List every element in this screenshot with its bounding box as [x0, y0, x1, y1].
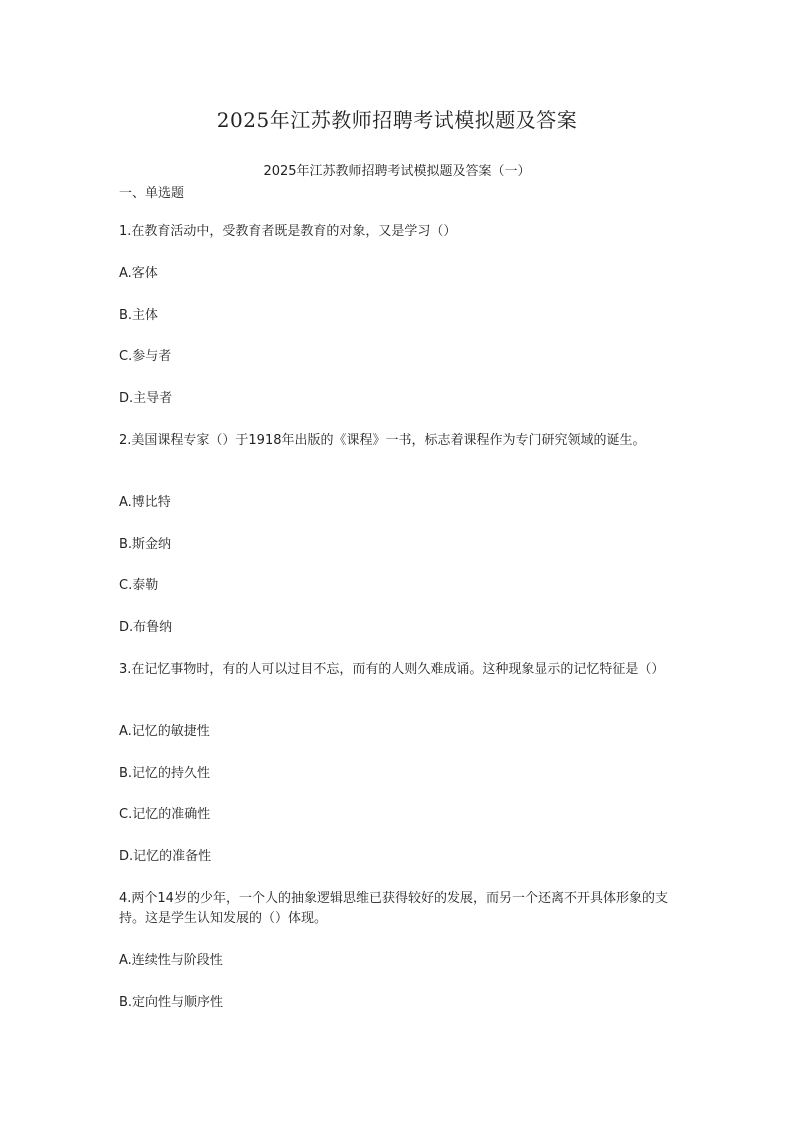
question-1-option-b: B.主体	[119, 308, 159, 323]
question-4-option-a: A.连续性与阶段性	[119, 953, 223, 968]
question-2-stem: 2.美国课程专家（）于1918年出版的《课程》一书，标志着课程作为专门研究领域的诞生。	[119, 433, 646, 448]
section-heading: 一、单选题	[119, 186, 185, 201]
question-1-stem: 1.在教育活动中，受教育者既是教育的对象，又是学习（）	[119, 224, 457, 239]
question-3-option-c: C.记忆的准确性	[119, 807, 211, 822]
question-1-option-d: D.主导者	[119, 391, 173, 406]
question-2-option-b: B.斯金纳	[119, 537, 172, 552]
document-title: 2025年江苏教师招聘考试模拟题及答案	[216, 108, 578, 132]
question-2-option-d: D.布鲁纳	[119, 620, 173, 635]
question-2-option-a: A.博比特	[119, 495, 171, 510]
question-1-option-c: C.参与者	[119, 349, 172, 364]
question-4-option-b: B.定向性与顺序性	[119, 995, 224, 1010]
question-1-option-a: A.客体	[119, 266, 158, 281]
question-3-option-a: A.记忆的敏捷性	[119, 724, 210, 739]
question-3-option-b: B.记忆的持久性	[119, 766, 211, 781]
document-subtitle: 2025年江苏教师招聘考试模拟题及答案（一）	[263, 164, 531, 179]
question-3-option-d: D.记忆的准备性	[119, 849, 212, 864]
question-4-stem: 4.两个14岁的少年，一个人的抽象逻辑思维已获得较好的发展，而另一个还离不开具体形象的支持。这是学生认知发展的（）体现。	[119, 891, 668, 926]
question-2-option-c: C.泰勒	[119, 578, 159, 593]
question-3-stem: 3.在记忆事物时，有的人可以过目不忘，而有的人则久难成诵。这种现象显示的记忆特征是（）	[119, 662, 665, 677]
